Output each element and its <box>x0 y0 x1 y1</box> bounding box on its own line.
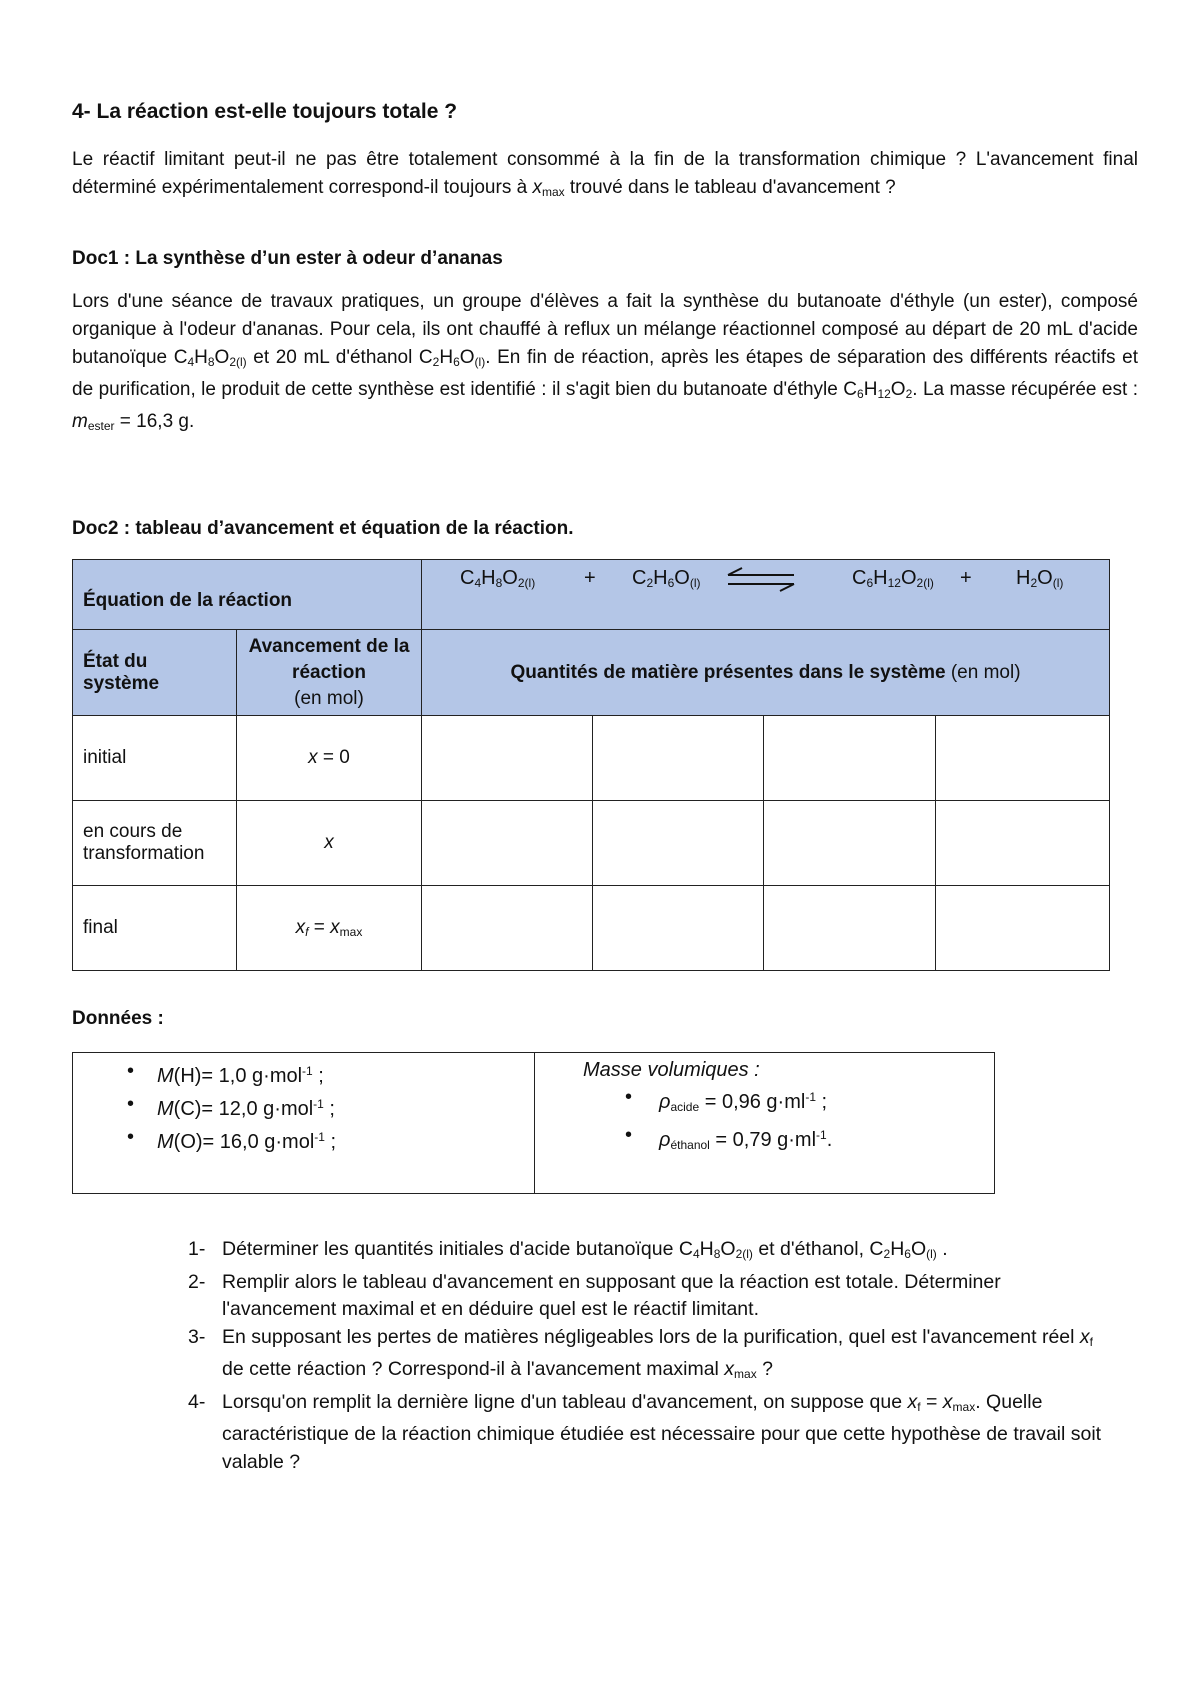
state-cell: en cours de transformation <box>73 801 237 886</box>
progress-cell: $x_f = x_{max}$ <box>237 886 422 971</box>
list-item: • $\rho_{éthanol} = 0,79$ $g\cdot ml^{-1}$. <box>659 1121 994 1159</box>
equation-plus-2: + <box>960 567 972 589</box>
question-2: 2- Remplir alors le tableau d'avancement en supposant que la réaction est totale. Déterminer l'avancement maximal et en déduire quel est le réactif limitant. <box>188 1270 1001 1320</box>
question-1: 1- Déterminer les quantités initiales d'acide butanoïque $C_4H_8O_{2(l)}$ et d'éthanol, $C_2H_6O_{(l)}$ . <box>188 1238 948 1261</box>
equation-ester: $C_6H_{12}O_{2(l)}$ <box>852 567 934 590</box>
table-row <box>73 801 1110 886</box>
data-title: Données : <box>72 1008 164 1029</box>
quantity-cell-ester[interactable] <box>764 801 936 886</box>
doc2-title: Doc2 : tableau d’avancement et équation de la réaction. <box>72 518 574 539</box>
formula-acid: $C_4H_8O_{2(l)}$ <box>173 347 247 369</box>
intro-paragraph: Le réactif limitant peut-il ne pas être totalement consommé à la fin de la transformation chimique ? L'avancement final déterminé expérimentalement correspond-il toujours à $x_{max}$ trouvé dans le tableau d'avancement ? <box>72 149 1138 199</box>
list-item: • M(O)= 16,0 g·mol$^{-1}$ ; <box>157 1123 534 1156</box>
question-4: 4- Lorsqu'on remplit la dernière ligne d'un tableau d'avancement, on suppose que $x_f = x_{max}$. Quelle caractéristique de la réaction chimique étudiée est nécessaire pour que cette hypothèse de travail soit valable ? <box>188 1390 1102 1473</box>
quantity-cell-ethanol[interactable] <box>593 886 764 971</box>
quantity-cell-ethanol[interactable] <box>593 716 764 801</box>
list-item: • $\rho_{acide} = 0,96$ $g\cdot ml^{-1}$ ; <box>659 1083 994 1121</box>
question-3: 3- En supposant les pertes de matières négligeables lors de la purification, quel est l'avancement réel $x_f$ de cette réaction ? Correspond-il à l'avancement maximal $x_{max}$ ? <box>188 1325 1093 1381</box>
quantity-cell-ethanol[interactable] <box>593 801 764 886</box>
equation-plus: + <box>584 567 596 589</box>
list-item: • M(C)= 12,0 g·mol$^{-1}$ ; <box>157 1090 534 1123</box>
table-row <box>73 886 1110 971</box>
densities-cell <box>535 1053 995 1194</box>
reaction-equation <box>422 560 1110 630</box>
quantity-cell-ester[interactable] <box>764 716 936 801</box>
state-header: État du système <box>73 630 237 716</box>
equation-water: $H_2O_{(l)}$ <box>1016 567 1064 590</box>
equation-ethanol: $C_2H_6O_{(l)}$ <box>632 567 701 590</box>
quantity-cell-water[interactable] <box>936 716 1110 801</box>
densities-title: Masse volumiques : <box>583 1059 760 1081</box>
table-row <box>73 716 1110 801</box>
equation-label: Équation de la réaction <box>73 560 422 630</box>
quantity-cell-water[interactable] <box>936 801 1110 886</box>
doc1-title: Doc1 : La synthèse d’un ester à odeur d’ananas <box>72 248 503 269</box>
quantities-header: Quantités de matière présentes dans le système (en mol) <box>422 630 1110 716</box>
progress-cell: x = 0 <box>237 716 422 801</box>
progress-cell: x <box>237 801 422 886</box>
data-table <box>72 1052 995 1194</box>
section-heading: 4- La réaction est-elle toujours totale ? <box>72 100 458 123</box>
questions-list <box>188 1236 1118 1476</box>
equation-acid: $C_4H_8O_{2(l)}$ <box>460 567 536 590</box>
quantity-cell-acid[interactable] <box>422 716 593 801</box>
state-cell: final <box>73 886 237 971</box>
molar-masses-cell <box>73 1053 535 1194</box>
progress-table <box>72 559 1110 971</box>
quantity-cell-acid[interactable] <box>422 886 593 971</box>
equilibrium-arrow-icon <box>724 566 798 592</box>
state-cell: initial <box>73 716 237 801</box>
formula-ester: $C_6H_{12}O_2$ <box>843 379 913 401</box>
list-item: • M(H)= 1,0 g·mol$^{-1}$ ; <box>157 1057 534 1090</box>
quantity-cell-ester[interactable] <box>764 886 936 971</box>
progress-header: Avancement de la réaction (en mol) <box>237 630 422 716</box>
formula-ethanol: $C_2H_6O_{(l)}$ <box>418 347 486 369</box>
doc1-paragraph: Lors d'une séance de travaux pratiques, un groupe d'élèves a fait la synthèse du butanoate d'éthyle (un ester), composé organique à l'odeur d'ananas. Pour cela, ils ont chauffé à reflux un mélange réactionnel composé au départ de 20 mL d'acide butanoïque $C_4H_8O_{2(l)}$ et 20 mL d'éthanol $C_2H_6O_{(l)}$. En fin de réaction, après les étapes de séparation des différents réactifs et de purification, le produit de cette synthèse est identifié : il s'agit bien du butanoate d'éthyle $C_6H_{12}O_2$. La masse récupérée est : $m_{ester} = 16,3$ g. <box>72 291 1138 433</box>
quantity-cell-water[interactable] <box>936 886 1110 971</box>
quantity-cell-acid[interactable] <box>422 801 593 886</box>
